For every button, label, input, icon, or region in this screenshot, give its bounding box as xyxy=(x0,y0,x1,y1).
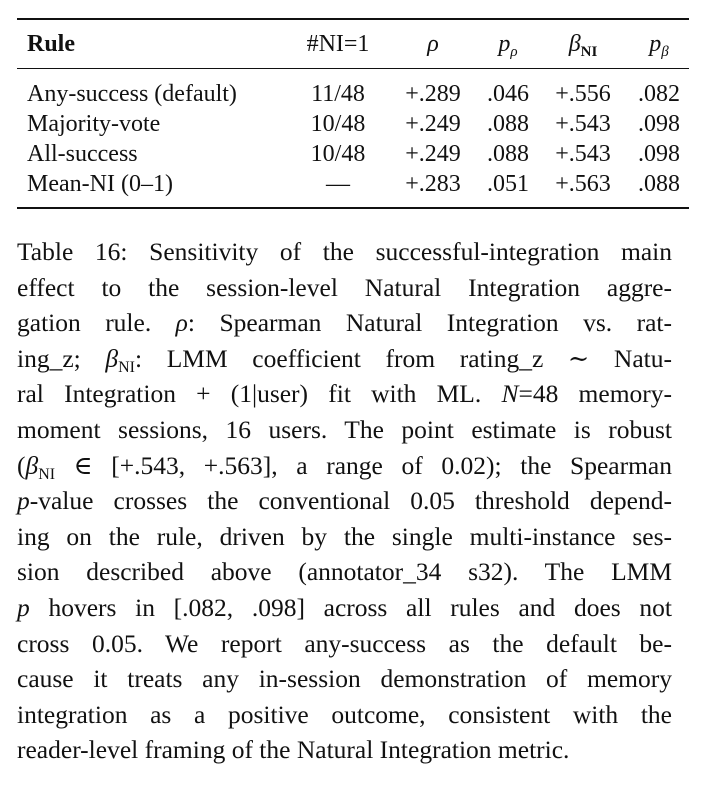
cell-rho: +.249 xyxy=(405,111,461,137)
table-bottom-rule xyxy=(17,207,689,209)
cell-rule: Mean-NI (0–1) xyxy=(27,171,173,197)
cell-p-beta: .088 xyxy=(638,171,680,197)
table-caption xyxy=(17,234,672,768)
cell-rule: All-success xyxy=(27,141,138,167)
header-rho: ρ xyxy=(427,31,439,57)
table-header-row xyxy=(17,20,689,68)
cell-p-rho: .088 xyxy=(487,111,529,137)
cell-ni: 11/48 xyxy=(311,81,365,107)
cell-rule: Any-success (default) xyxy=(27,81,237,107)
table-row xyxy=(17,139,689,169)
cell-beta: +.543 xyxy=(555,141,611,167)
caption-line: effect to the session-level Natural Integration aggre- xyxy=(17,272,672,302)
caption-line: ing_z; βNI: LMM coefficient from rating_z ∼ Natu- xyxy=(17,343,672,376)
table-row xyxy=(17,109,689,139)
cell-beta: +.543 xyxy=(555,111,611,137)
cell-p-rho: .088 xyxy=(487,141,529,167)
cell-rule: Majority-vote xyxy=(27,111,161,137)
results-table xyxy=(17,18,689,209)
cell-rho: +.249 xyxy=(405,141,461,167)
caption-line: reader-level framing of the Natural Integration metric. xyxy=(17,735,570,765)
cell-p-rho: .046 xyxy=(487,81,529,107)
sensitivity-table xyxy=(17,20,689,68)
cell-p-beta: .082 xyxy=(638,81,680,107)
header-p-beta: $p_\beta$ xyxy=(649,31,669,60)
caption-line: sion described above (annotator_34 s32). The LMM xyxy=(17,557,672,587)
cell-p-beta: .098 xyxy=(638,141,680,167)
header-p-rho: $p_\rho$ xyxy=(498,31,518,60)
cell-rho: +.283 xyxy=(405,171,461,197)
cell-ni: — xyxy=(326,171,350,197)
cell-ni: 10/48 xyxy=(310,111,366,137)
caption-line: p hovers in [.082, .098] across all rules and does not xyxy=(17,592,672,622)
header-rule: Rule xyxy=(27,31,75,57)
header-beta-ni: $\beta_{NI}$ xyxy=(568,31,598,60)
caption-line: cause it treats any in-session demonstration of memory xyxy=(17,664,672,694)
caption-line: ing on the rule, driven by the single multi-instance ses- xyxy=(17,521,672,551)
caption-line: p-value crosses the conventional 0.05 threshold depend- xyxy=(17,486,672,516)
caption-line: moment sessions, 16 users. The point estimate is robust xyxy=(17,414,672,444)
caption-line: cross 0.05. We report any-success as the default be- xyxy=(17,628,672,658)
cell-p-beta: .098 xyxy=(638,111,680,137)
caption-line: Table 16: Sensitivity of the successful-integration main xyxy=(17,237,672,266)
caption-line: integration as a positive outcome, consistent with the xyxy=(17,699,672,729)
cell-beta: +.556 xyxy=(555,81,611,107)
cell-beta: +.563 xyxy=(555,171,611,197)
caption-line: (βNI ∈ [+.543, +.563], a range of 0.02); the Spearman xyxy=(17,450,672,483)
cell-p-rho: .051 xyxy=(487,171,529,197)
sensitivity-table-body xyxy=(17,69,689,207)
table-row xyxy=(17,169,689,207)
caption-line: gation rule. ρ: Spearman Natural Integration vs. rat- xyxy=(17,308,672,338)
table-row xyxy=(17,69,689,109)
cell-rho: +.289 xyxy=(405,81,461,107)
header-ni-count: #NI=1 xyxy=(306,31,370,57)
cell-ni: 10/48 xyxy=(310,141,366,167)
caption-line: ral Integration + (1|user) fit with ML. N=48 memory- xyxy=(17,379,673,409)
